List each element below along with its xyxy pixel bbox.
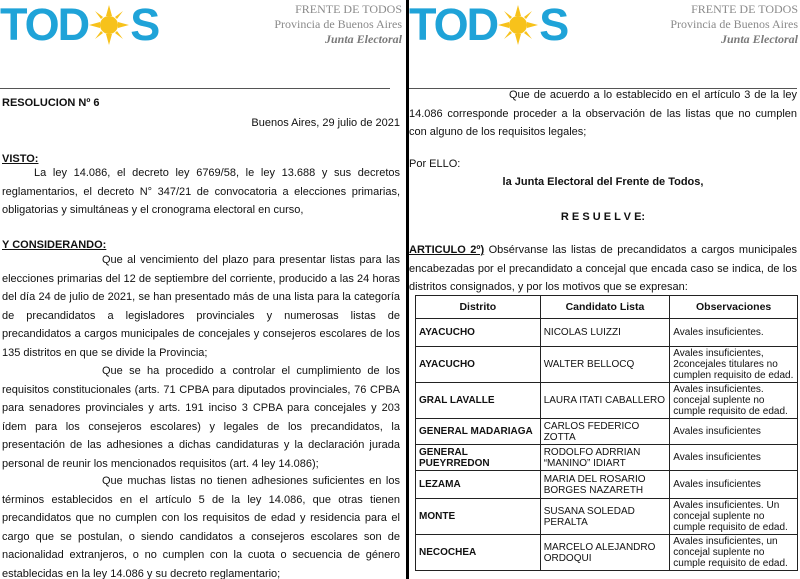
- header-line-3: Junta Electoral: [324, 32, 402, 46]
- visto-text: La ley 14.086, el decreto ley 6769/58, le ley 13.688 y sus decretos reglamentarios, el decreto N° 347/21 de convocatoria a elecciones primarias, obligatorias y simultáneas y el cronograma electoral en curso,: [2, 167, 400, 216]
- table-row: [416, 383, 798, 419]
- cell-candidato: NICOLAS LUIZZI: [540, 319, 670, 347]
- cell-candidato: MARCELO ALEJANDRO ORDOQUI: [540, 535, 670, 571]
- cell-observaciones: Avales insuficientes: [670, 471, 798, 499]
- header-rule: [0, 88, 390, 89]
- cell-distrito: GENERAL MADARIAGA: [416, 419, 541, 445]
- header-line-2: Provincia de Buenos Aires: [670, 17, 798, 31]
- todos-logo: [0, 2, 158, 48]
- cell-observaciones: Avales insuficientes. Un concejal suplente no cumple requisito de edad.: [670, 499, 798, 535]
- cell-distrito: AYACUCHO: [416, 319, 541, 347]
- todos-logo-right: [409, 2, 567, 48]
- logo-text-right: S: [539, 0, 568, 50]
- cell-candidato: LAURA ITATI CABALLERO: [540, 383, 670, 419]
- cell-observaciones: Avales insuficientes: [670, 419, 798, 445]
- sun-icon: [89, 5, 129, 45]
- right-paragraph-1: Que de acuerdo a lo establecido en el artículo 3 de la ley 14.086 corresponde proceder a la observación de las listas que no cumplen con alguno de los requisitos legales;: [409, 89, 797, 138]
- table-row: [416, 319, 798, 347]
- header-distrito: Distrito: [416, 296, 541, 319]
- cell-candidato: RODOLFO ADRRIAN “MANINO” IDIART: [540, 445, 670, 471]
- observaciones-table: [415, 295, 798, 571]
- cell-candidato: WALTER BELLOCQ: [540, 347, 670, 383]
- cell-distrito: LEZAMA: [416, 471, 541, 499]
- header-block: [274, 2, 402, 47]
- table-row: [416, 535, 798, 571]
- por-ello: Por ELLO:: [409, 158, 461, 170]
- header-line-1: FRENTE DE TODOS: [295, 2, 402, 16]
- cell-candidato: SUSANA SOLEDAD PERALTA: [540, 499, 670, 535]
- header-line-3: Junta Electoral: [720, 32, 798, 46]
- considerando-paragraph-2: Que se ha procedido a controlar el cumplimiento de los requisitos constitucionales (arts. 71 CPBA para diputados provinciales, 76 CPBA para senadores provinciales y arts. 191 inciso 3 CPBA para concejales y 203 ídem para los consejeros escolares) y legales de los precandidatos, la presentación de las adhesiones a dichas candidaturas y la declaración jurada personal de reunir los mencionados requisitos (art. 4 ley 14.086);: [2, 365, 400, 470]
- table-row: [416, 419, 798, 445]
- articulo-label: ARTICULO 2º): [409, 244, 485, 256]
- cell-observaciones: Avales insuficientes, 2concejales titulares no cumplen requisito de edad.: [670, 347, 798, 383]
- considerando-title: Y CONSIDERANDO:: [2, 239, 107, 251]
- fecha: Buenos Aires, 29 julio de 2021: [251, 117, 400, 129]
- junta-line: la Junta Electoral del Frente de Todos,: [502, 176, 704, 188]
- considerando-paragraph-3: Que muchas listas no tienen adhesiones suficientes en los términos establecidos en el artículo 5 de la ley 14.086, que otras tienen precandidatos que no cumplen con los requisitos de edad y residencia para el cargo que se postulan, o siendo candidatos a consejeros escolares son de nacionalidad extranjeros, o no cumplen con la cuota o secuencia de género establecidas en la ley 14.086 y su decreto reglamentario;: [2, 475, 400, 579]
- cell-observaciones: Avales insuficientes: [670, 445, 798, 471]
- cell-distrito: MONTE: [416, 499, 541, 535]
- header-block-right: [670, 2, 798, 47]
- logo-text-left: TOD: [409, 0, 498, 50]
- visto-title: VISTO:: [2, 153, 39, 165]
- cell-distrito: AYACUCHO: [416, 347, 541, 383]
- resuelve-title: R E S U E L V E:: [560, 211, 646, 223]
- table-header-row: [416, 296, 798, 319]
- articulo-text: Obsérvanse las listas de precandidatos a cargos municipales encabezadas por el precandidato a concejal que encada caso se indica, de los distritos consignados, y por los motivos que se expresan:: [409, 244, 798, 293]
- header-line-1: FRENTE DE TODOS: [691, 2, 798, 16]
- table-row: [416, 347, 798, 383]
- cell-distrito: NECOCHEA: [416, 535, 541, 571]
- cell-candidato: CARLOS FEDERICO ZOTTA: [540, 419, 670, 445]
- articulo-2: [409, 241, 797, 297]
- cell-distrito: GRAL LAVALLE: [416, 383, 541, 419]
- resolucion-title: RESOLUCION Nº 6: [2, 97, 100, 109]
- table-row: [416, 499, 798, 535]
- logo-text-right: S: [130, 0, 159, 50]
- considerando-paragraph-1: Que al vencimiento del plazo para presentar listas para las elecciones primarias del 12 de septiembre del corriente, producido a las 24 horas del día 24 de julio de 2021, se han presentado más de una lista para la categoría de precandidatos a legisladores provinciales y numerosas listas de precandidatos a cargos municipales de concejales y consejeros escolares de los 135 distritos en que se divide la Provincia;: [2, 254, 400, 359]
- right-page: [409, 0, 800, 579]
- header-line-2: Provincia de Buenos Aires: [274, 17, 402, 31]
- logo-text-left: TOD: [0, 0, 89, 50]
- cell-observaciones: Avales insuficientes. concejal suplente no cumple requisito de edad.: [670, 383, 798, 419]
- cell-observaciones: Avales insuficientes, un concejal suplente no cumple requisito de edad.: [670, 535, 798, 571]
- cell-observaciones: Avales insuficientes.: [670, 319, 798, 347]
- header-observaciones: Observaciones: [670, 296, 798, 319]
- table-row: [416, 471, 798, 499]
- header-candidato: Candidato Lista: [540, 296, 670, 319]
- cell-candidato: MARIA DEL ROSARIO BORGES NAZARETH: [540, 471, 670, 499]
- table-row: [416, 445, 798, 471]
- cell-distrito: GENERAL PUEYRREDON: [416, 445, 541, 471]
- sun-icon: [498, 5, 538, 45]
